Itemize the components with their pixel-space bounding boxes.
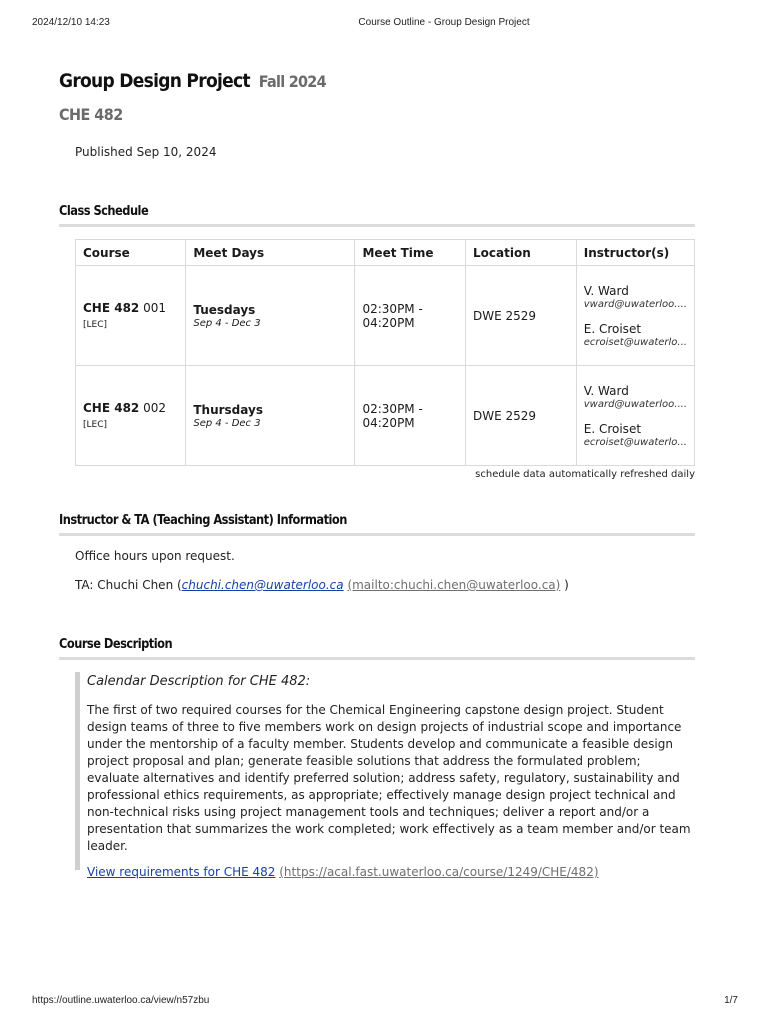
table-row <box>76 266 695 366</box>
office-hours-text: Office hours upon request. <box>75 549 235 563</box>
meet-time-cell: 02:30PM - 04:20PM <box>355 366 466 466</box>
print-footer <box>0 995 768 1009</box>
instructors-cell <box>576 266 694 366</box>
column-header-course: Course <box>76 240 186 266</box>
table-header-row <box>76 240 695 266</box>
requirements-link-line <box>87 865 695 879</box>
instructor <box>584 422 687 448</box>
print-datetime: 2024/12/10 14:23 <box>32 17 110 28</box>
instructor-email: ecroiset@uwaterlo... <box>583 336 687 348</box>
requirements-url[interactable]: (https://acal.fast.uwaterloo.ca/course/1249/CHE/482) <box>279 865 599 879</box>
instructor <box>584 284 687 310</box>
meet-days-cell <box>186 366 355 466</box>
course-cell <box>76 266 186 366</box>
calendar-description-title: Calendar Description for CHE 482: <box>87 674 311 689</box>
table-row <box>76 366 695 466</box>
meet-days-cell <box>186 266 355 366</box>
course-title: Group Design Project <box>59 70 250 92</box>
published-date: Published Sep 10, 2024 <box>75 145 217 159</box>
meet-day: Tuesdays <box>193 302 256 317</box>
course-description-heading: Course Description <box>59 637 695 660</box>
instructor-info-heading: Instructor & TA (Teaching Assistant) Information <box>59 513 695 536</box>
print-title: Course Outline - Group Design Project <box>358 17 530 28</box>
ta-line <box>75 578 569 592</box>
column-header-instructors: Instructor(s) <box>576 240 694 266</box>
location-cell: DWE 2529 <box>466 366 577 466</box>
instructor-email: ecroiset@uwaterlo... <box>583 436 687 448</box>
course-term: Fall 2024 <box>258 72 326 91</box>
instructor-email: vward@uwaterloo.... <box>583 298 687 310</box>
column-header-meet-days: Meet Days <box>186 240 355 266</box>
meet-day: Thursdays <box>193 402 263 417</box>
instructor-email: vward@uwaterloo.... <box>583 398 687 410</box>
instructor-name: V. Ward <box>583 383 629 398</box>
schedule-table <box>75 239 695 466</box>
course-code-cell: CHE 482 <box>83 401 140 415</box>
course-code-cell: CHE 482 <box>83 301 140 315</box>
section-number: 001 <box>143 301 167 315</box>
section-type: [LEC] <box>83 320 108 330</box>
meet-date-range: Sep 4 - Dec 3 <box>193 317 261 329</box>
ta-prefix: TA: Chuchi Chen ( <box>75 578 182 592</box>
column-header-location: Location <box>466 240 577 266</box>
section-type: [LEC] <box>83 420 108 430</box>
instructors-cell <box>576 366 694 466</box>
instructor <box>584 322 687 348</box>
course-code: CHE 482 <box>59 105 123 124</box>
instructor-name: V. Ward <box>583 283 629 298</box>
meet-time-cell: 02:30PM - 04:20PM <box>355 266 466 366</box>
class-schedule-heading: Class Schedule <box>59 204 695 227</box>
ta-email-url[interactable]: (mailto:chuchi.chen@uwaterloo.ca) <box>347 578 561 592</box>
location-cell: DWE 2529 <box>466 266 577 366</box>
requirements-link[interactable]: View requirements for CHE 482 <box>87 865 276 879</box>
page-number: 1/7 <box>724 995 738 1006</box>
ta-suffix: ) <box>564 578 569 592</box>
schedule-refresh-note: schedule data automatically refreshed daily <box>475 469 695 480</box>
meet-date-range: Sep 4 - Dec 3 <box>193 417 261 429</box>
calendar-description-block <box>75 672 695 879</box>
print-url: https://outline.uwaterloo.ca/view/n57zbu <box>32 995 210 1006</box>
instructor <box>584 384 687 410</box>
print-header <box>0 17 768 31</box>
ta-email-link[interactable]: chuchi.chen@uwaterloo.ca <box>181 578 344 592</box>
section-number: 002 <box>143 401 167 415</box>
column-header-meet-time: Meet Time <box>355 240 466 266</box>
course-cell <box>76 366 186 466</box>
instructor-name: E. Croiset <box>583 321 642 336</box>
page-title <box>59 70 326 92</box>
calendar-description-body: The first of two required courses for the Chemical Engineering capstone design project. Student design teams of three to five members work on design projects of industrial scope and importance under the mentorship of a faculty member. Students develop and communicate a feasible design project proposal and plan; generate feasible solutions that address the formulated problem; evaluate alternatives and identify preferred solution; address safety, regulatory, sustainability and professional ethics requirements, as appropriate; effectively manage design project technical and non-technical risks using project management tools and techniques; deliver a report and/or a presentation that summarizes the work completed; work effectively as a team member and/or team leader. <box>87 703 691 853</box>
instructor-name: E. Croiset <box>583 421 642 436</box>
